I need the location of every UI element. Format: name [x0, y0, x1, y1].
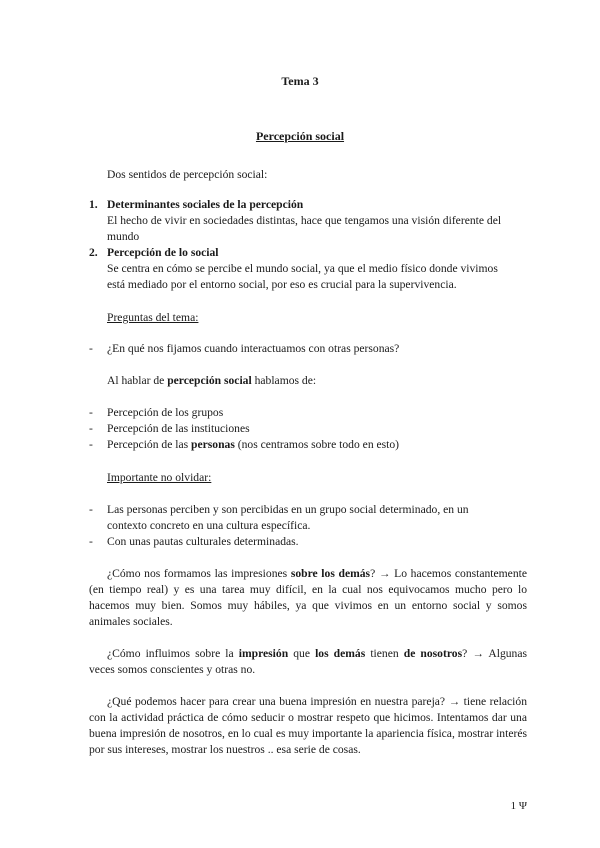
page-number: 1	[510, 800, 517, 812]
bullet-dash: -	[89, 438, 93, 451]
list-item: Percepción de las instituciones	[107, 422, 250, 435]
bullet-dash: -	[89, 422, 93, 435]
paragraph: ¿Qué podemos hacer para crear una buena impresión en nuestra pareja? → tiene relación con la actividad práctica de cómo seducir o mostrar respeto que hicimos. Intentamos dar una buena impresión de nosotros, en lo cual es muy importante la apariencia física, mostrar interés por sus intereses, mostrar los nuestros .. esa serie de cosas.	[89, 695, 527, 756]
numbered-item-heading: Percepción de lo social	[107, 246, 219, 259]
page-title: Tema 3	[281, 74, 319, 88]
bullet-dash: -	[89, 535, 93, 548]
numbered-item-text: Se centra en cómo se percibe el mundo social, ya que el medio físico donde vivimos	[107, 262, 498, 275]
speaking-text: Al hablar de percepción social hablamos de:	[107, 374, 317, 387]
list-item: Percepción de las personas (nos centramos sobre todo en esto)	[107, 438, 400, 451]
bullet-dash: -	[89, 342, 93, 355]
bullet-dash: -	[89, 406, 93, 419]
questions-heading: Preguntas del tema:	[107, 311, 199, 324]
list-item-continuation: contexto concreto en una cultura específica.	[107, 519, 311, 532]
intro-text: Dos sentidos de percepción social:	[107, 168, 268, 181]
paragraph: ¿Cómo influimos sobre la impresión que los demás tienen de nosotros? → Algunas veces somos conscientes y otras no.	[89, 647, 528, 676]
list-item: Percepción de los grupos	[107, 406, 224, 419]
numbered-item-text: El hecho de vivir en sociedades distintas, hace que tengamos una visión diferente del	[107, 214, 502, 227]
list-item: Con unas pautas culturales determinadas.	[107, 535, 299, 548]
numbered-item-text: está mediado por el entorno social, por eso es crucial para la supervivencia.	[107, 278, 457, 291]
numbered-item-heading: Determinantes sociales de la percepción	[107, 198, 304, 211]
list-number: 2.	[89, 246, 98, 259]
section-title: Percepción social	[255, 129, 345, 143]
important-heading: Importante no olvidar:	[107, 471, 212, 484]
list-item: Las personas perciben y son percibidas en un grupo social determinado, en un	[107, 503, 469, 516]
psi-symbol: Ψ	[518, 800, 527, 812]
paragraph: ¿Cómo nos formamos las impresiones sobre los demás? → Lo hacemos constantemente (en tiempo real) y es una tarea muy difícil, en la cual nos equivocamos mucho pero lo hacemos muy bien. Somos muy hábiles, ya que vivimos en un entorno social y somos animales sociales.	[89, 567, 527, 628]
list-item: ¿En qué nos fijamos cuando interactuamos con otras personas?	[107, 342, 400, 355]
list-number: 1.	[89, 198, 98, 211]
page-footer	[511, 798, 527, 814]
bullet-dash: -	[89, 503, 93, 516]
numbered-item-text: mundo	[107, 230, 140, 243]
